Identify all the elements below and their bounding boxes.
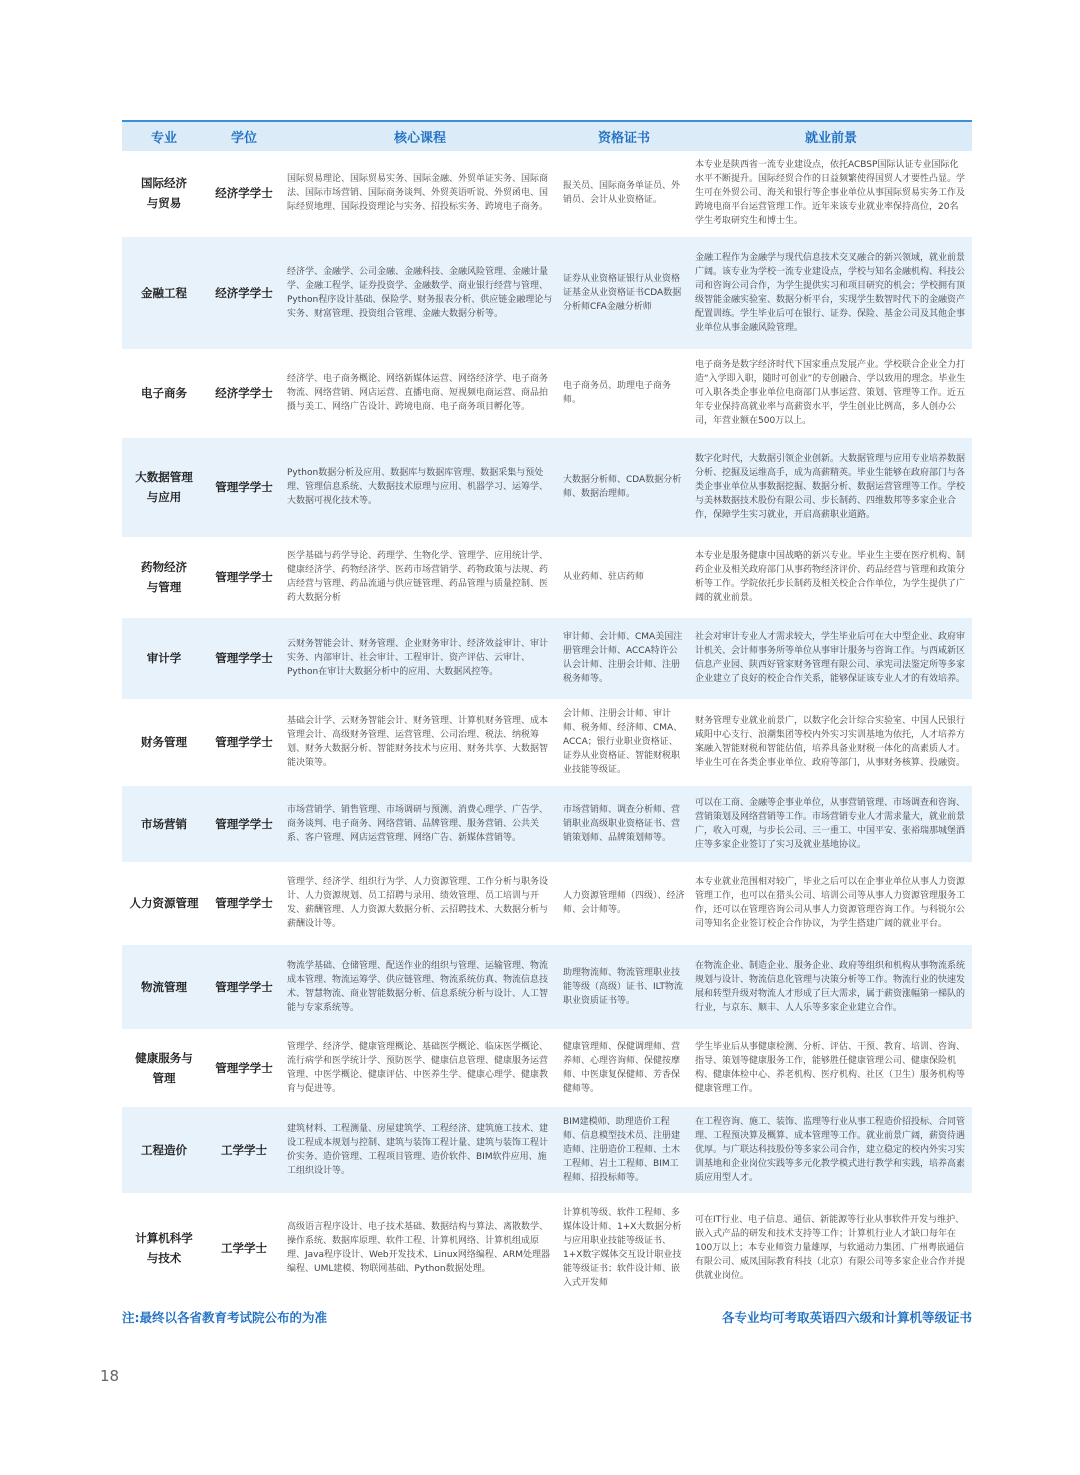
- degree-cell: 管理学学士: [206, 437, 282, 537]
- table-header-row: [122, 121, 972, 151]
- major-cell: 大数据管理 与应用: [122, 437, 206, 537]
- degree-cell: 工学学士: [206, 1106, 282, 1193]
- note-right: 各专业均可考取英语四六级和计算机等级证书: [721, 1310, 972, 1325]
- jobs-cell: 可以在工商、金融等企事业单位，从事营销管理、市场调查和咨询、营销策划及网络营销等工作。市场营销专业人才需求量大，就业前景广，收入可观，与步长公司、三一重工、中国平安、张裕瑞那城堡酒庄等多家企业签订了实习及就业基地协议。: [690, 785, 972, 862]
- major-cell: 财务管理: [122, 699, 206, 785]
- courses-cell: 市场营销学、销售管理、市场调研与预测、消费心理学、广告学、商务谈判、电子商务、网络营销、品牌管理、服务营销、公共关系、客户管理、网店运营管理、网络广告、新媒体营销等。: [282, 785, 558, 862]
- note-left: 注:最终以各省教育考试院公布的为准: [122, 1310, 327, 1325]
- courses-cell: 物流学基础、仓储管理、配送作业的组织与管理、运输管理、物流成本管理、物流运筹学、供应链管理、物流系统仿真、物流信息技术、智慧物流、商业智能数据分析、信息系统分析与设计、人工智能与专家系统等。: [282, 944, 558, 1029]
- jobs-cell: 本专业就业范围相对较广，毕业之后可以在企事业单位从事人力资源管理工作，也可以在猎头公司、培训公司等从事人力资源管理服务工作，还可以在管理咨询公司从事人力资源管理咨询工作。与科锐尔公司等知名企业签订校企合作协议，为学生搭建广阔的就业平台。: [690, 862, 972, 944]
- jobs-cell: 数字化时代，大数据引领企业创新。大数据管理与应用专业培养数据分析、挖掘及运维高手，成为高薪精英。毕业生能够在政府部门与各类企事业单位从事数据挖掘、数据分析、数据运营管理等工作。学校与美林数据技术股份有限公司、步长制药、四维数邦等多家企业合作，保障学生实习就业，开启高薪职业道路。: [690, 437, 972, 537]
- major-cell: 计算机科学 与技术: [122, 1193, 206, 1302]
- jobs-cell: 社会对审计专业人才需求较大，学生毕业后可在大中型企业、政府审计机关、会计师事务所等单位从事审计服务与咨询工作。与西咸新区信息产业园、陕西好管家财务管理有限公司、承宪司法鉴定所等多家企业建立了良好的校企合作关系，能够保证该专业人才的有效培养。: [690, 617, 972, 699]
- courses-cell: 医学基础与药学导论、药理学、生物化学、管理学、应用统计学、健康经济学、药物经济学、医药市场营销学、药物政策与法规、药店经营与管理、药品流通与供应链管理、药品管理与质量控制、医药大数据分析: [282, 537, 558, 617]
- table-row: [122, 862, 972, 944]
- header-courses: 核心课程: [282, 121, 558, 151]
- table-row: [122, 1106, 972, 1193]
- table-row: [122, 617, 972, 699]
- certs-cell: 大数据分析师、CDA数据分析师、数据治理师。: [558, 437, 690, 537]
- major-cell: 国际经济 与贸易: [122, 151, 206, 236]
- courses-cell: 基础会计学、云财务智能会计、财务管理、计算机财务管理、成本管理会计、高级财务管理、运营管理、公司治理、税法、纳税筹划、财务大数据分析、智能财务技术与应用、财务共享、大数据智能决策等。: [282, 699, 558, 785]
- certs-cell: 电子商务员、助理电子商务师。: [558, 349, 690, 437]
- major-cell: 药物经济 与管理: [122, 537, 206, 617]
- degree-cell: 经济学学士: [206, 349, 282, 437]
- table-row: [122, 1029, 972, 1106]
- certs-cell: 健康管理师、保健调理师、营养师、心理咨询师、保健按摩师、中医康复保健师、芳香保健师等。: [558, 1029, 690, 1106]
- degree-cell: 经济学学士: [206, 151, 282, 236]
- jobs-cell: 本专业是服务健康中国战略的新兴专业。毕业生主要在医疗机构、制药企业及相关政府部门从事药物经济评价、药品经营与管理和政策分析等工作。学院依托步长制药及相关校企合作单位，为学生提供了广阔的就业前景。: [690, 537, 972, 617]
- table-row: [122, 349, 972, 437]
- jobs-cell: 财务管理专业就业前景广，以数字化会计综合实验室、中国人民银行咸阳中心支行、浪潮集团等校内外实习实训基地为依托，人才培养方案融入智能财税和智能估值，培养具备业财税一体化的高素质人才。毕业生可在各类企事业单位、政府等部门，从事财务核算、投融资。: [690, 699, 972, 785]
- certs-cell: 人力资源管理师（四级）、经济师、会计师等。: [558, 862, 690, 944]
- footer-notes: [122, 1308, 972, 1328]
- table-row: [122, 785, 972, 862]
- degree-cell: 管理学学士: [206, 537, 282, 617]
- degree-cell: 管理学学士: [206, 617, 282, 699]
- table-row: [122, 437, 972, 537]
- major-cell: 金融工程: [122, 236, 206, 349]
- courses-cell: 建筑材料、工程测量、房屋建筑学、工程经济、建筑施工技术、建设工程成本规划与控制、建筑与装饰工程计量、建筑与装饰工程计价实务、造价管理、工程项目管理、造价软件、BIM软件应用、施工组织设计等。: [282, 1106, 558, 1193]
- certs-cell: 市场营销师、调查分析师、营销职业高级职业资格证书、营销策划师、品牌策划师等。: [558, 785, 690, 862]
- courses-cell: 高级语言程序设计、电子技术基础、数据结构与算法、离散数学、操作系统、数据库原理、软件工程、计算机网络、计算机组成原理、Java程序设计、Web开发技术、Linux网络编程、ARM处理器编程、UML建模、物联网基础、Python数据处理。: [282, 1193, 558, 1302]
- courses-cell: 管理学、经济学、健康管理概论、基础医学概论、临床医学概论、流行病学和医学统计学、预防医学、健康信息管理、健康服务运营管理、中医学概论、健康评估、中医养生学、健康心理学、健康教育与促进等。: [282, 1029, 558, 1106]
- degree-cell: 经济学学士: [206, 236, 282, 349]
- header-major: 专业: [122, 121, 206, 151]
- table-row: [122, 699, 972, 785]
- jobs-cell: 学生毕业后从事健康检测、分析、评估、干预、教育、培训、咨询、指导、策划等健康服务工作，能够胜任健康管理公司、健康保险机构、健康体检中心、养老机构、医疗机构、社区（卫生）服务机构等健康管理工作。: [690, 1029, 972, 1106]
- page-number: 18: [100, 1367, 120, 1385]
- certs-cell: 计算机等级、软件工程师、多媒体设计师、1+X大数据分析与应用职业技能等级证书、1+X数字媒体交互设计职业技能等级证书；软件设计师、嵌入式开发师: [558, 1193, 690, 1302]
- certs-cell: 助理物流师、物流管理职业技能等级（高级）证书、ILT物流职业资质证书等。: [558, 944, 690, 1029]
- degree-cell: 管理学学士: [206, 944, 282, 1029]
- table-row: [122, 537, 972, 617]
- table-row: [122, 1193, 972, 1302]
- courses-cell: 云财务智能会计、财务管理、企业财务审计、经济效益审计、审计实务、内部审计、社会审计、工程审计、资产评估、云审计、Python在审计大数据分析中的应用、大数据风控等。: [282, 617, 558, 699]
- courses-cell: 国际贸易理论、国际贸易实务、国际金融、外贸单证实务、国际商法、国际市场营销、国际商务谈判、外贸英语听说、外贸函电、国际经贸地理、国际投资理论与实务、招投标实务、跨境电子商务。: [282, 151, 558, 236]
- header-jobs: 就业前景: [690, 121, 972, 151]
- table-row: [122, 236, 972, 349]
- jobs-cell: 本专业是陕西省一流专业建设点，依托ACBSP国际认证专业国际化水平不断提升。国际经贸合作的日益频繁使得国贸人才要性凸显。学生可在外贸公司、海关和银行等企事业单位从事国际贸易实务工作及跨境电商平台运营管理工作。近年来该专业就业率保持高位，20名学生考取研究生和博士生。: [690, 151, 972, 236]
- page-content: [122, 120, 972, 1303]
- major-cell: 市场营销: [122, 785, 206, 862]
- certs-cell: BIM建模师、助理造价工程师、信息模型技术员、注册建造师、注册造价工程师、土木工程师、岩土工程师、BIM工程师、招投标师等。: [558, 1106, 690, 1193]
- major-cell: 审计学: [122, 617, 206, 699]
- courses-cell: 管理学、经济学、组织行为学、人力资源管理、工作分析与职务设计、人力资源规划、员工招聘与录用、绩效管理、员工培训与开发、薪酬管理、人力资源大数据分析、云招聘技术、大数据分析与薪酬设计等。: [282, 862, 558, 944]
- jobs-cell: 电子商务是数字经济时代下国家重点发展产业。学校联合企业全力打造“入学即入职，随时可创业”的专创融合、学以致用的理念。毕业生可入职各类企事业单位电商部门从事运营、策划、管理等工作。近五年专业保持高就业率与高薪资水平，学生创业比例高，多人创办公司，年营业额在500万以上。: [690, 349, 972, 437]
- degree-cell: 管理学学士: [206, 699, 282, 785]
- certs-cell: 证券从业资格证银行从业资格证基金从业资格证书CDA数据分析师CFA金融分析师: [558, 236, 690, 349]
- major-cell: 人力资源管理: [122, 862, 206, 944]
- majors-table: [122, 120, 972, 1303]
- jobs-cell: 可在IT行业、电子信息、通信、新能源等行业从事软件开发与维护、嵌入式产品的研发和技术支持等工作；计算机行业人才缺口每年在100万以上；本专业师资力量雄厚，与软通动力集团、广州粤嵌通信有限公司、威凤国际教育科技（北京）有限公司等多家企业合作并提供就业岗位。: [690, 1193, 972, 1302]
- degree-cell: 管理学学士: [206, 862, 282, 944]
- major-cell: 物流管理: [122, 944, 206, 1029]
- jobs-cell: 在物流企业、制造企业、服务企业、政府等组织和机构从事物流系统规划与设计、物流信息化管理与决策分析等工作。物流行业的快速发展和转型升级对物流人才形成了巨大需求，属于薪资涨幅第一梯队的行业，与京东、顺丰、人人乐等多家企业建立合作。: [690, 944, 972, 1029]
- table-row: [122, 944, 972, 1029]
- table-row: [122, 151, 972, 236]
- certs-cell: 会计师、注册会计师、审计师、税务师、经济师、CMA、ACCA；银行业职业资格证、证券从业资格证、智能财税职业技能等级证。: [558, 699, 690, 785]
- degree-cell: 工学学士: [206, 1193, 282, 1302]
- jobs-cell: 在工程咨询、施工、装饰、监理等行业从事工程造价招投标、合同管理、工程预决算及概算、成本管理等工作。就业前景广阔，薪资待遇优厚。与广联达科技股份等多家公司合作，建立稳定的校内外实习实训基地和企业岗位实践等多元化教学模式进行教学和实践，培养高素质应用型人才。: [690, 1106, 972, 1193]
- major-cell: 工程造价: [122, 1106, 206, 1193]
- jobs-cell: 金融工程作为金融学与现代信息技术交叉融合的新兴领域，就业前景广阔。该专业为学校一流专业建设点，学校与知名金融机构、科技公司和咨询公司合作，为学生提供实习和项目研究的机会；学校拥有顶级智能金融实验室、数据分析平台，实现学生数智时代下的金融资产配置训练。学生毕业后可在银行、证券、保险、基金公司及其他企事业单位从事金融风险管理。: [690, 236, 972, 349]
- major-cell: 健康服务与 管理: [122, 1029, 206, 1106]
- courses-cell: Python数据分析及应用、数据库与数据库管理、数据采集与预处理、管理信息系统、大数据技术原理与应用、机器学习、运筹学、大数据可视化技术等。: [282, 437, 558, 537]
- header-certs: 资格证书: [558, 121, 690, 151]
- header-degree: 学位: [206, 121, 282, 151]
- certs-cell: 从业药师、驻店药师: [558, 537, 690, 617]
- degree-cell: 管理学学士: [206, 785, 282, 862]
- certs-cell: 报关员、国际商务单证员、外销员、会计从业资格证。: [558, 151, 690, 236]
- courses-cell: 经济学、电子商务概论、网络新媒体运营、网络经济学、电子商务物流、网络营销、网店运营、直播电商、短视频电商运营、商品拍摄与美工、网络广告设计、跨境电商、电子商务项目孵化等。: [282, 349, 558, 437]
- courses-cell: 经济学、金融学、公司金融、金融科技、金融风险管理、金融计量学、金融工程学、证券投资学、金融数学、商业银行经营与管理、Python程序设计基础、保险学、财务报表分析、供应链金融理论与实务、财富管理、投资组合管理、金融大数据分析等。: [282, 236, 558, 349]
- major-cell: 电子商务: [122, 349, 206, 437]
- certs-cell: 审计师、会计师、CMA美国注册管理会计师、ACCA特许公认会计师、注册会计师、注册税务师等。: [558, 617, 690, 699]
- degree-cell: 管理学学士: [206, 1029, 282, 1106]
